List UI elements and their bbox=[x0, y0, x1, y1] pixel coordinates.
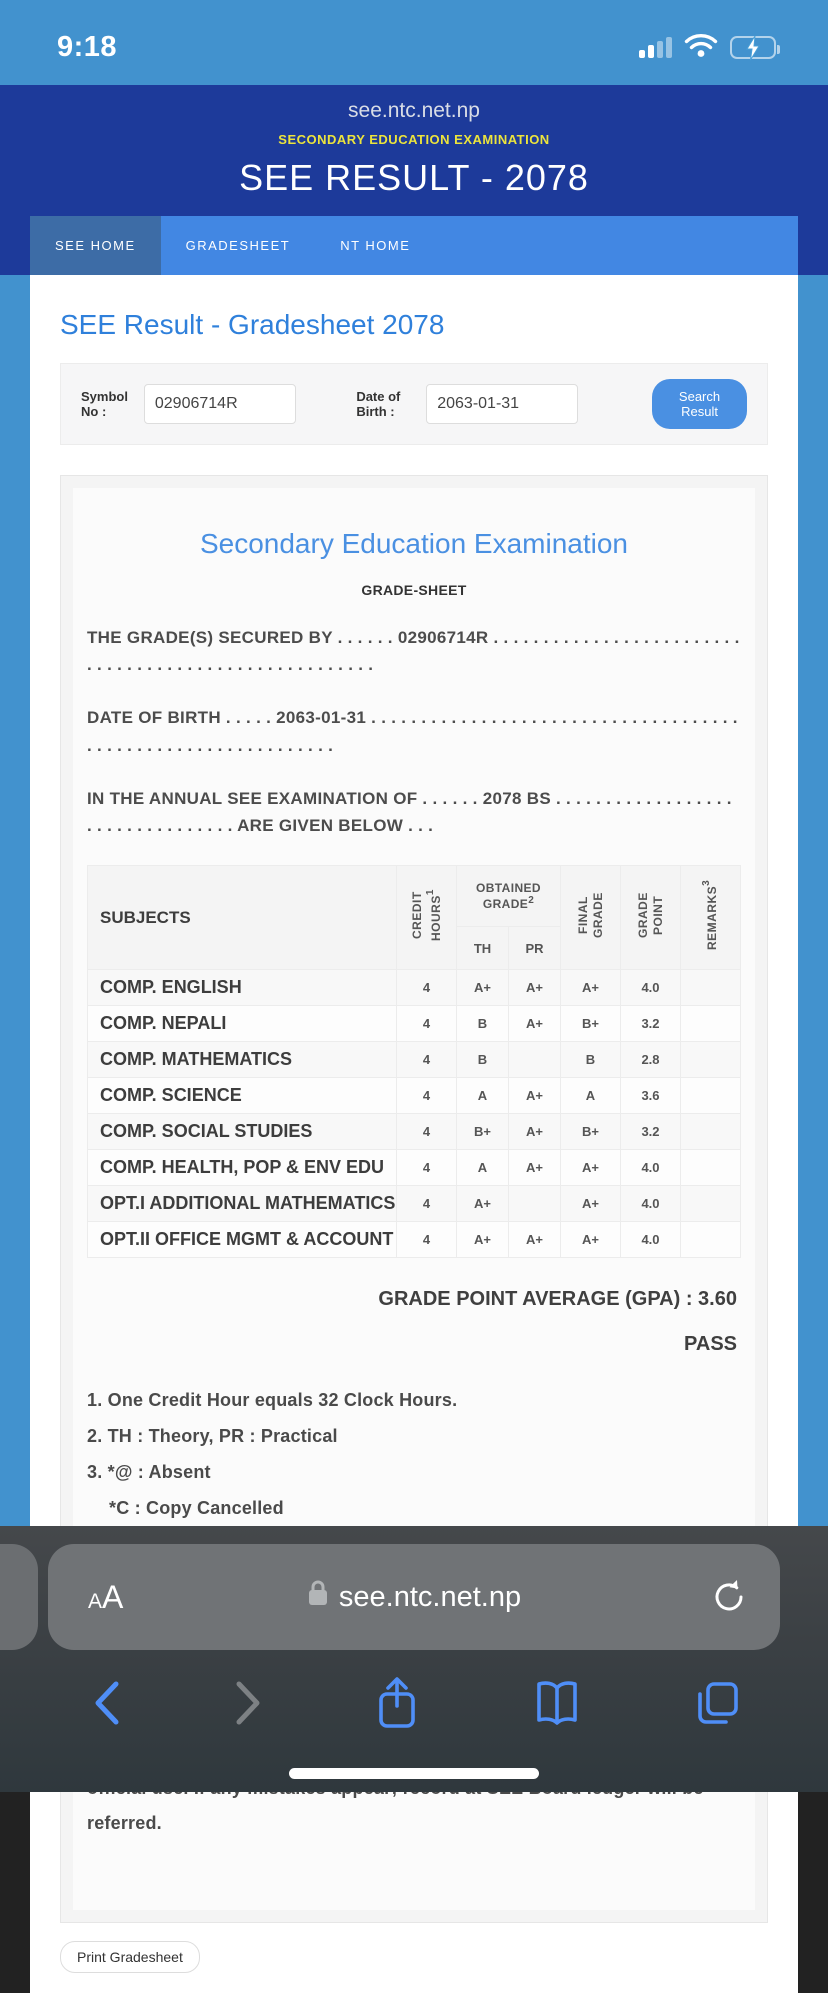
reload-button[interactable] bbox=[712, 1579, 746, 1615]
nav-item-see-home[interactable]: SEE HOME bbox=[30, 216, 161, 275]
url-text: see.ntc.net.np bbox=[338, 1580, 522, 1613]
symbol-no-input[interactable] bbox=[144, 384, 296, 424]
lock-icon bbox=[307, 1579, 329, 1615]
site-header bbox=[0, 85, 828, 275]
symbol-no-label: Symbol No : bbox=[81, 389, 128, 419]
battery-charging-icon bbox=[730, 36, 776, 59]
note-text: referred. bbox=[87, 1812, 162, 1833]
dob-label: Date of Birth : bbox=[356, 389, 401, 419]
footnote: 1. One Credit Hour equals 32 Clock Hours. bbox=[87, 1390, 458, 1411]
search-form bbox=[60, 363, 768, 445]
page-title: SEE Result - Gradesheet 2078 bbox=[60, 309, 445, 340]
status-bar bbox=[0, 0, 828, 85]
table-row: OPT.II OFFICE MGMT & ACCOUNT 4 A+ A+ A+ 4.0 bbox=[88, 1222, 741, 1258]
search-result-button[interactable]: Search Result bbox=[652, 379, 747, 429]
table-row: COMP. SOCIAL STUDIES 4 B+ A+ B+ 3.2 bbox=[88, 1114, 741, 1150]
table-row: COMP. MATHEMATICS 4 B B 2.8 bbox=[88, 1042, 741, 1078]
wifi-icon bbox=[684, 33, 718, 63]
footnote: 2. TH : Theory, PR : Practical bbox=[87, 1426, 338, 1447]
cellular-signal-icon bbox=[639, 37, 672, 58]
gradesheet-title: Secondary Education Examination bbox=[199, 528, 629, 559]
main-nav bbox=[30, 216, 798, 275]
status-icons bbox=[639, 33, 776, 63]
table-row: COMP. NEPALI 4 B A+ B+ 3.2 bbox=[88, 1006, 741, 1042]
dob-input[interactable] bbox=[426, 384, 578, 424]
exam-year-line: IN THE ANNUAL SEE EXAMINATION OF . . . . . . 2078 BS . . . . . . . . . . . . . . . . . . . . . . . . . . . . . . . . . ARE GIVEN BELOW . . . bbox=[87, 788, 732, 835]
col-obtained-grade: OBTAINED GRADE$^2$ bbox=[457, 866, 561, 927]
col-remarks: REMARKS$^3$ bbox=[681, 866, 741, 970]
safari-bottom-bar bbox=[0, 1526, 828, 1792]
forward-button[interactable] bbox=[235, 1680, 263, 1726]
clock: 9:18 bbox=[57, 31, 118, 63]
grades-table bbox=[87, 865, 741, 1258]
table-row: COMP. ENGLISH 4 A+ A+ A+ 4.0 bbox=[88, 970, 741, 1006]
bookmarks-button[interactable] bbox=[532, 1680, 582, 1726]
back-button[interactable] bbox=[92, 1680, 120, 1726]
table-row: OPT.I ADDITIONAL MATHEMATICS 4 A+ A+ 4.0 bbox=[88, 1186, 741, 1222]
footnote: 3. *@ : Absent bbox=[87, 1462, 211, 1483]
gradesheet-subtitle: GRADE-SHEET bbox=[361, 582, 467, 598]
col-final-grade: FINAL GRADE bbox=[561, 866, 621, 970]
site-subtitle: SECONDARY EDUCATION EXAMINATION bbox=[278, 132, 550, 147]
dob-line: DATE OF BIRTH . . . . . 2063-01-31 . . . . . . . . . . . . . . . . . . . . . . . . . . . . . . . . . . . . . . . . . . . . . . . . . . . . . . . . . . . . . . bbox=[87, 708, 738, 755]
col-th: TH bbox=[457, 927, 509, 970]
site-title: SEE RESULT - 2078 bbox=[239, 157, 589, 198]
tabs-button[interactable] bbox=[696, 1680, 740, 1726]
col-pr: PR bbox=[509, 927, 561, 970]
site-domain-text: see.ntc.net.np bbox=[348, 99, 480, 122]
grades-table-header bbox=[88, 866, 741, 970]
col-credit-hours: CREDIT HOURS$^1$ bbox=[397, 866, 457, 970]
result-status: PASS bbox=[684, 1333, 737, 1356]
secured-by-line: THE GRADE(S) SECURED BY . . . . . . 02906714R . . . . . . . . . . . . . . . . . . . . . . . . . . . . . . . . . . . . . . . . . . . . . . . . . . . . . . bbox=[87, 628, 740, 675]
address-bar[interactable] bbox=[48, 1544, 780, 1650]
previous-tab-peek[interactable] bbox=[0, 1544, 38, 1650]
table-row: COMP. SCIENCE 4 A A+ A 3.6 bbox=[88, 1078, 741, 1114]
home-indicator[interactable] bbox=[289, 1768, 539, 1779]
text-size-button[interactable]: A A bbox=[88, 1578, 124, 1615]
col-grade-point: GRADE POINT bbox=[621, 866, 681, 970]
table-row: COMP. HEALTH, POP & ENV EDU 4 A A+ A+ 4.0 bbox=[88, 1150, 741, 1186]
share-button[interactable] bbox=[377, 1676, 417, 1730]
print-gradesheet-button[interactable]: Print Gradesheet bbox=[60, 1941, 200, 1973]
nav-item-gradesheet[interactable]: GRADESHEET bbox=[185, 238, 291, 253]
nav-item-nt-home[interactable]: NT HOME bbox=[340, 238, 411, 253]
safari-toolbar bbox=[0, 1676, 828, 1730]
gpa-line: GRADE POINT AVERAGE (GPA) : 3.60 bbox=[378, 1288, 737, 1311]
footnote: *C : Copy Cancelled bbox=[109, 1498, 284, 1519]
col-subjects: SUBJECTS bbox=[88, 866, 397, 970]
